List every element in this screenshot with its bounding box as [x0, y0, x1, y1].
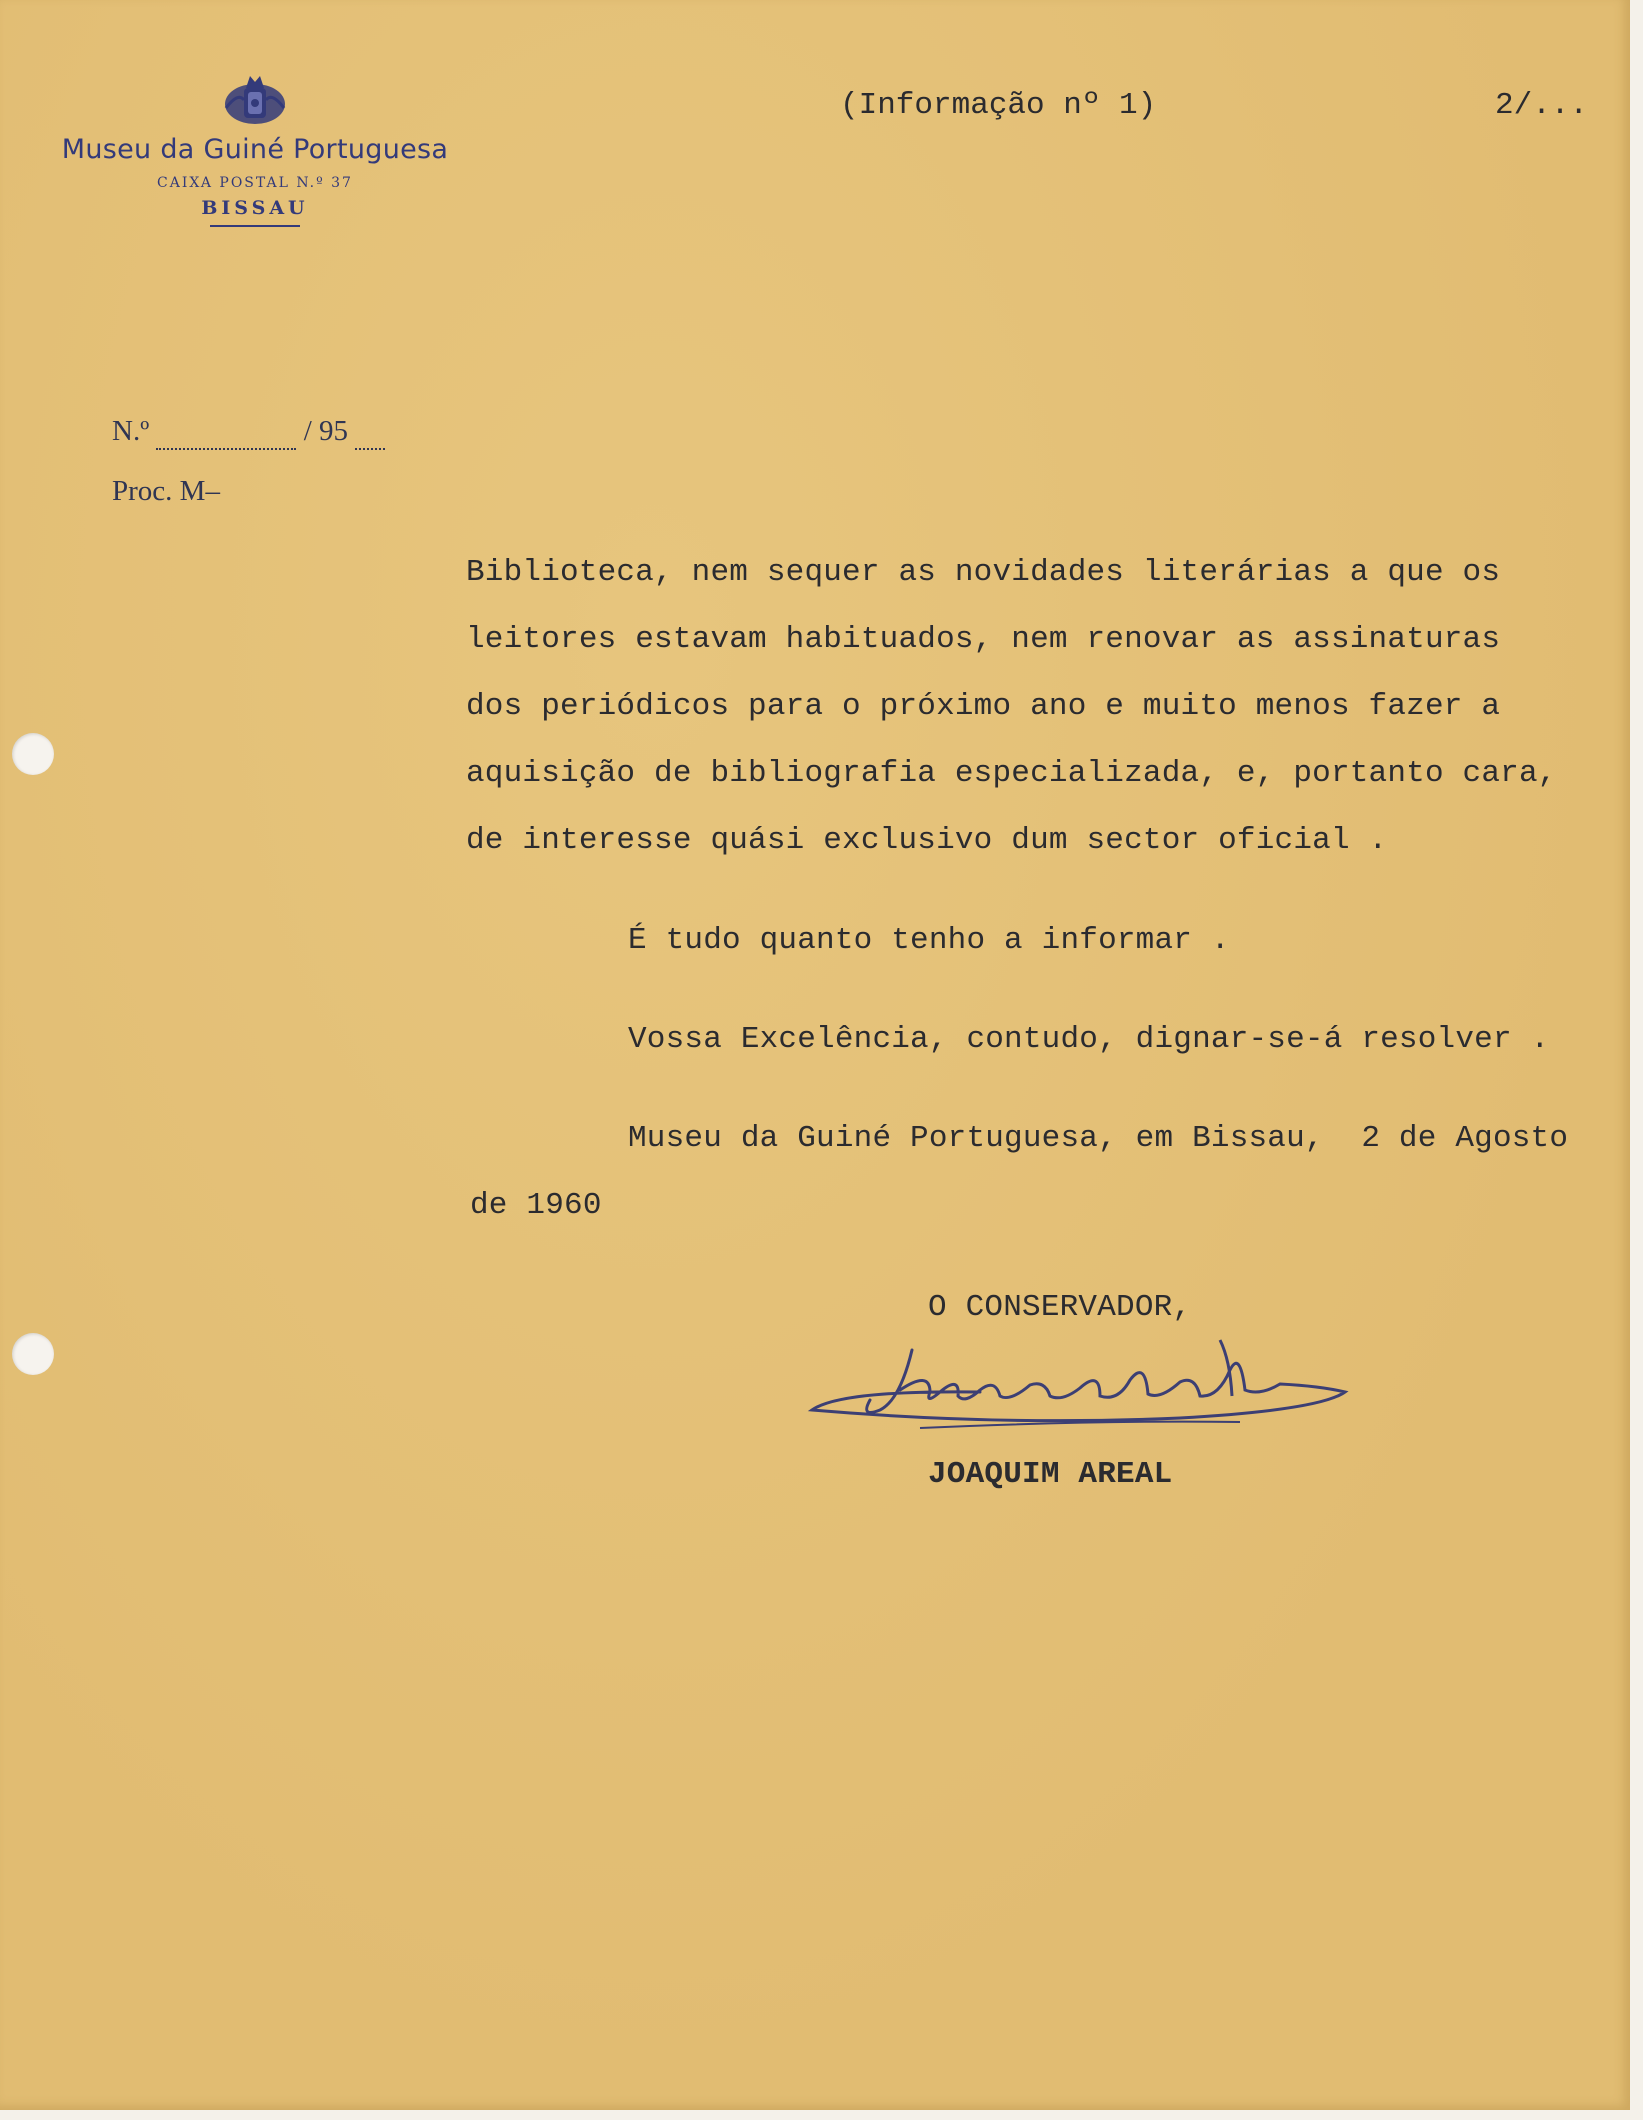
coat-of-arms-icon [218, 70, 292, 130]
page-number: 2/... [1495, 88, 1589, 123]
punch-hole-bottom [12, 1333, 54, 1375]
proc-reference: Proc. M– [112, 475, 220, 507]
number-blank [156, 415, 296, 450]
reference-number [112, 415, 385, 450]
letterhead-rule [210, 225, 300, 227]
body-line-3: dos periódicos para o próximo ano e muito menos fazer a [466, 689, 1501, 724]
body-line-1: Biblioteca, nem sequer as novidades literárias a que os [466, 555, 1501, 590]
city-name: BISSAU [201, 197, 309, 219]
number-label: N.º [112, 415, 150, 447]
suffix-blank [355, 415, 385, 450]
signatory-title: O CONSERVADOR, [928, 1290, 1192, 1325]
punch-hole-top [12, 733, 54, 775]
signatory-name: JOAQUIM AREAL [928, 1457, 1173, 1492]
handwritten-signature [800, 1330, 1370, 1450]
body-line-5: de interesse quási exclusivo dum sector oficial . [466, 823, 1388, 858]
number-suffix: / 95 [303, 415, 348, 447]
date-line: Museu da Guiné Portuguesa, em Bissau, 2 de Agosto [628, 1121, 1569, 1156]
body-line-4: aquisição de bibliografia especializada, e, portanto cara, [466, 756, 1557, 791]
letterhead [40, 70, 470, 227]
museum-name: Museu da Guiné Portuguesa [61, 134, 449, 165]
closing-resolution: Vossa Excelência, contudo, dignar-se-á resolver . [628, 1022, 1550, 1057]
closing-statement: É tudo quanto tenho a informar . [628, 923, 1230, 958]
body-line-2: leitores estavam habituados, nem renovar as assinaturas [466, 622, 1501, 657]
postal-box: CAIXA POSTAL N.º 37 [157, 175, 353, 191]
date-year: de 1960 [470, 1188, 602, 1223]
info-reference: (Informação nº 1) [840, 88, 1157, 123]
